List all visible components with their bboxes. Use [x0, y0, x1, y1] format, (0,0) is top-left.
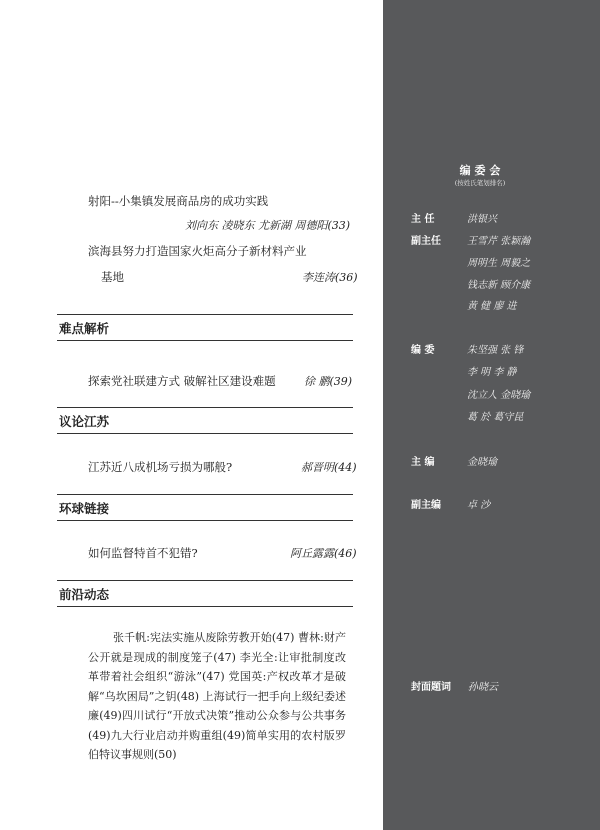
news-digest: 张千帆:宪法实施从废除劳教开始(47) 曹林:财产公开就是现成的制度笼子(47) 李光全:让审批制度改革带着社会组织“游泳”(47) 党国英:产权改革才是破解“乌坎困局”之钥(48) 上海试行一把手向上级纪委述廉(49)四川试行“开放式决策”推动公众参与公共事务(49)九大行业启动并购重组(49)简单实用的农村版罗伯特议事规则(50): [88, 631, 346, 761]
board-title: 编 委 会: [459, 164, 501, 177]
member-name: 卓 沙: [467, 500, 491, 511]
member-name: 沈立人 金晓瑜: [467, 390, 531, 401]
entry-authors: 郝晋明(44): [301, 461, 357, 474]
member-name: 葛 於 葛守昆: [467, 412, 524, 423]
entry-authors: 阿丘露露(46): [290, 547, 357, 560]
member-name: 钱志新 顾介康: [467, 280, 531, 291]
role-label: 副主任: [411, 236, 441, 247]
role-label: 编 委: [411, 345, 435, 356]
member-name: 朱坚强 张 锋: [467, 345, 524, 356]
entry-authors: 徐 鹏(39): [304, 375, 353, 388]
section-heading: 环球链接: [57, 494, 353, 521]
entry-title[interactable]: 江苏近八成机场亏损为哪般?: [88, 460, 233, 474]
role-label: 副主编: [411, 500, 441, 511]
entry-title[interactable]: 射阳--小集镇发展商品房的成功实践: [88, 194, 269, 208]
section-heading: 难点解析: [57, 314, 353, 341]
section-heading: 前沿动态: [57, 580, 353, 607]
section-heading: 议论江苏: [57, 407, 353, 434]
member-name: 黄 健 廖 进: [467, 301, 517, 312]
entry-title[interactable]: 滨海县努力打造国家火炬高分子新材料产业: [88, 244, 307, 258]
member-name: 周明生 周毅之: [467, 258, 531, 269]
role-label: 主 编: [411, 457, 435, 468]
member-name: 金晓瑜: [467, 457, 497, 468]
entry-title-continued[interactable]: 基地: [101, 270, 124, 284]
role-label: 封面题词: [411, 682, 451, 693]
entry-authors: 李连涛(36): [302, 271, 358, 284]
member-name: 孙晓云: [468, 682, 498, 693]
entry-authors: 刘向东 凌晓东 尤新湖 周德阳(33): [185, 219, 351, 232]
entry-title[interactable]: 探索党社联建方式 破解社区建设难题: [88, 374, 276, 388]
member-name: 李 明 李 静: [467, 367, 517, 378]
entry-title[interactable]: 如何监督特首不犯错?: [88, 546, 198, 560]
member-name: 王雪芹 张颖瀚: [467, 236, 531, 247]
board-subtitle: (按姓氏笔划排名): [454, 179, 506, 187]
role-label: 主 任: [411, 214, 435, 225]
member-name: 洪银兴: [467, 214, 497, 225]
